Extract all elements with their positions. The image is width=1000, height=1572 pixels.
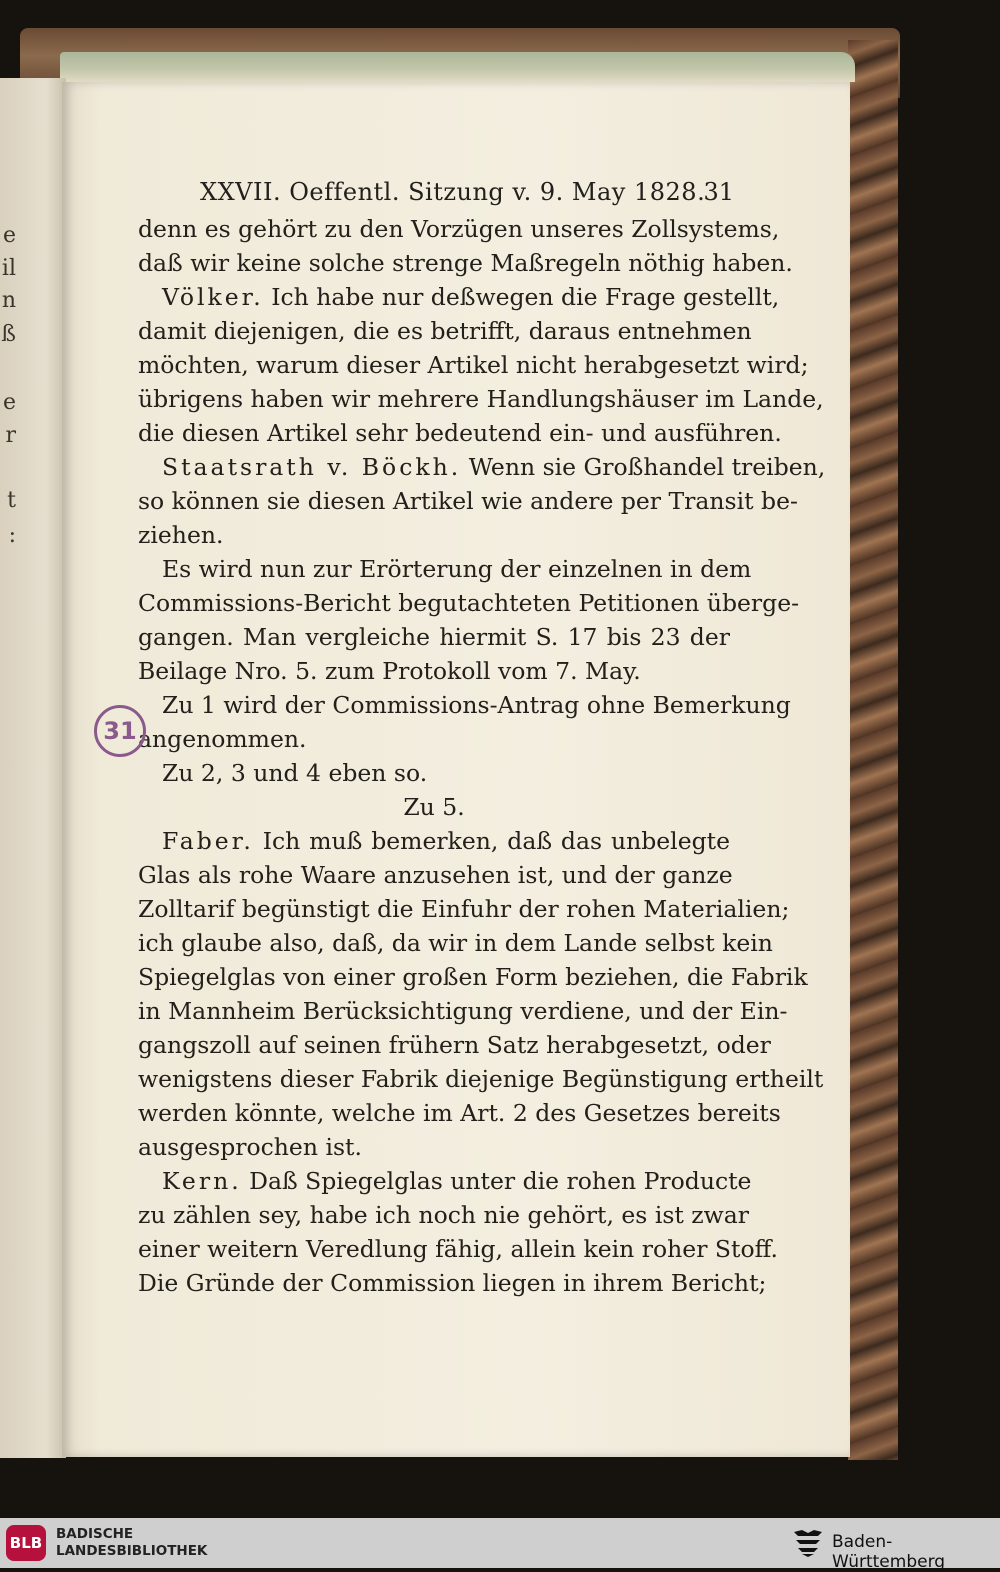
speaker-name: Völker.	[162, 283, 264, 311]
text-line: ich glaube also, daß, da wir in dem Lande selbst kein	[138, 929, 773, 957]
text-line: werden könnte, welche im Art. 2 des Gesetzes bereits	[138, 1099, 781, 1127]
left-fragment: t	[7, 488, 16, 513]
running-header-title: XXVII. Oeffentl. Sitzung v. 9. May 1828.	[200, 178, 706, 206]
left-fragment: :	[8, 523, 16, 548]
text-line: angenommen.	[138, 725, 307, 753]
book-cover-marbled-edge	[848, 40, 898, 1460]
text-line: Es wird nun zur Erörterung der einzelnen in dem	[162, 555, 752, 583]
speaker-name: Faber.	[162, 827, 254, 855]
blb-logo[interactable]: BLB	[6, 1525, 46, 1561]
text-line: Glas als rohe Waare anzusehen ist, und der ganze	[138, 861, 733, 889]
left-page-fragment	[0, 78, 66, 1458]
text-line: Zu 2, 3 und 4 eben so.	[162, 759, 428, 787]
text-line: die diesen Artikel sehr bedeutend ein- und ausführen.	[138, 419, 782, 447]
text-line: Spiegelglas von einer großen Form beziehen, die Fabrik	[138, 963, 808, 991]
left-fragment: e	[2, 390, 16, 415]
library-stamp: 31	[94, 705, 146, 757]
text-line: in Mannheim Berücksichtigung verdiene, und der Ein-	[138, 997, 788, 1025]
text-line: Zu 1 wird der Commissions-Antrag ohne Bemerkung	[162, 691, 791, 719]
left-fragment: n	[1, 288, 16, 313]
speaker-name: Kern.	[162, 1167, 242, 1195]
left-fragment: il	[1, 256, 16, 281]
text-line: gangszoll auf seinen frühern Satz herabgesetzt, oder	[138, 1031, 771, 1059]
left-fragment: r	[5, 423, 16, 448]
text-line: wenigstens dieser Fabrik diejenige Begünstigung ertheilt	[138, 1065, 824, 1093]
text-line: Zolltarif begünstigt die Einfuhr der rohen Materialien;	[138, 895, 790, 923]
footer-bar	[0, 1518, 1000, 1572]
left-fragment: e	[2, 223, 16, 248]
text-line: Staatsrath v. Böckh. Wenn sie Großhandel treiben,	[162, 453, 826, 481]
section-heading: Zu 5.	[403, 793, 465, 821]
state-coat-of-arms-icon	[792, 1528, 824, 1558]
text-line: denn es gehört zu den Vorzügen unseres Zollsystems,	[138, 215, 780, 243]
page-number: 31	[703, 178, 734, 206]
text-line: Kern. Daß Spiegelglas unter die rohen Producte	[162, 1167, 752, 1195]
text-line: möchten, warum dieser Artikel nicht herabgesetzt wird;	[138, 351, 809, 379]
blb-name[interactable]: BADISCHE LANDESBIBLIOTHEK	[56, 1526, 208, 1559]
text-line: Faber. Ich muß bemerken, daß das unbelegte	[162, 827, 730, 855]
text-line: ausgesprochen ist.	[138, 1133, 362, 1161]
text-line: einer weitern Veredlung fähig, allein kein roher Stoff.	[138, 1235, 778, 1263]
left-fragment: ß	[1, 322, 16, 347]
text-line: Beilage Nro. 5. zum Protokoll vom 7. May.	[138, 657, 641, 685]
text-line: Völker. Ich habe nur deßwegen die Frage gestellt,	[162, 283, 780, 311]
text-line: Die Gründe der Commission liegen in ihrem Bericht;	[138, 1269, 767, 1297]
text-line: daß wir keine solche strenge Maßregeln nöthig haben.	[138, 249, 793, 277]
state-name[interactable]: Baden-Württemberg	[832, 1532, 946, 1572]
text-line: Commissions-Bericht begutachteten Petitionen überge-	[138, 589, 800, 617]
body-text	[138, 212, 826, 1300]
text-line: damit diejenigen, die es betrifft, daraus entnehmen	[138, 317, 752, 345]
speaker-name: Staatsrath v. Böckh.	[162, 453, 462, 481]
text-line: übrigens haben wir mehrere Handlungshäuser im Lande,	[138, 385, 824, 413]
text-line: so können sie diesen Artikel wie andere per Transit be-	[138, 487, 798, 515]
text-line: zu zählen sey, habe ich noch nie gehört, es ist zwar	[138, 1201, 750, 1229]
page-block-edge	[60, 52, 855, 82]
text-line: gangen. Man vergleiche hiermit S. 17 bis 23 der	[138, 623, 730, 651]
running-header	[140, 170, 734, 210]
text-line: ziehen.	[138, 521, 224, 549]
